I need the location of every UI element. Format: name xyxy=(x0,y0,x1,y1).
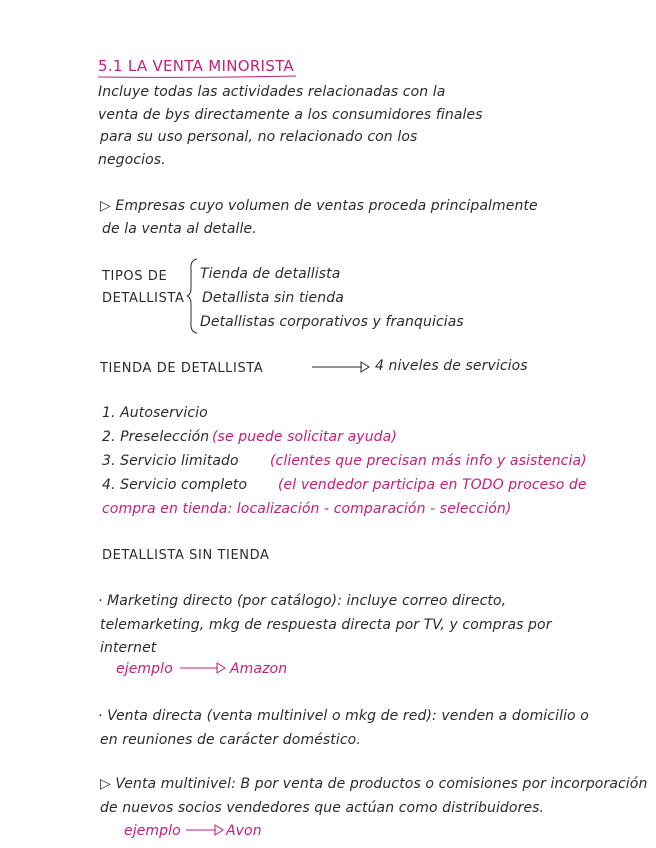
nivel-2: 2. Preselección xyxy=(102,429,210,445)
marketing-line-2: telemarketing, mkg de respuesta directa por TV, y compras por xyxy=(100,617,552,633)
marketing-example-label: ejemplo xyxy=(116,661,173,677)
venta-directa-line-2: en reuniones de carácter doméstico. xyxy=(100,732,361,748)
nivel-4-note: (el vendedor participa en TODO proceso de xyxy=(278,477,587,493)
nivel-3-note: (clientes que precisan más info y asistencia) xyxy=(270,453,587,469)
multinivel-line-1: ▷ Venta multinivel: B por venta de productos o comisiones por incorporación xyxy=(100,776,648,792)
multinivel-example-value: Avon xyxy=(226,823,262,839)
nivel-1: 1. Autoservicio xyxy=(102,405,208,421)
venta-directa-line-1: · Venta directa (venta multinivel o mkg de red): venden a domicilio o xyxy=(98,708,589,724)
brace-icon xyxy=(186,258,198,334)
tipos-item-2: Detallista sin tienda xyxy=(202,290,344,306)
tipos-item-3: Detallistas corporativos y franquicias xyxy=(200,314,464,330)
empresas-line-1: ▷ Empresas cuyo volumen de ventas proceda principalmente xyxy=(100,198,538,214)
tienda-result: 4 niveles de servicios xyxy=(375,358,528,374)
intro-line-1: Incluye todas las actividades relacionadas con la xyxy=(98,84,446,100)
tipos-item-1: Tienda de detallista xyxy=(200,266,341,282)
tipos-label-1: TIPOS DE xyxy=(102,269,168,284)
multinivel-line-2: de nuevos socios vendedores que actúan como distribuidores. xyxy=(100,800,545,816)
nivel-4: 4. Servicio completo xyxy=(102,477,248,493)
arrow-right-icon xyxy=(312,360,372,374)
marketing-example-value: Amazon xyxy=(230,661,288,677)
arrow-right-icon xyxy=(180,661,228,675)
empresas-line-2: de la venta al detalle. xyxy=(102,221,257,237)
multinivel-example-label: ejemplo xyxy=(124,823,181,839)
marketing-line-1: · Marketing directo (por catálogo): incluye correo directo, xyxy=(98,593,507,609)
nivel-2-note: (se puede solicitar ayuda) xyxy=(212,429,397,445)
intro-line-2: venta de bys directamente a los consumidores finales xyxy=(98,107,483,123)
section-title: 5.1 LA VENTA MINORISTA xyxy=(98,57,294,75)
nivel-3: 3. Servicio limitado xyxy=(102,453,239,469)
marketing-line-3: internet xyxy=(100,640,157,656)
intro-line-3: para su uso personal, no relacionado con los xyxy=(100,129,418,145)
title-underline xyxy=(98,75,298,79)
nivel-4-note-cont: compra en tienda: localización - comparación - selección) xyxy=(102,501,512,517)
arrow-right-icon xyxy=(186,823,226,837)
sin-tienda-heading: DETALLISTA SIN TIENDA xyxy=(102,548,270,563)
tipos-label-2: DETALLISTA xyxy=(102,291,185,306)
tienda-label: TIENDA DE DETALLISTA xyxy=(100,361,264,376)
intro-line-4: negocios. xyxy=(98,152,166,168)
